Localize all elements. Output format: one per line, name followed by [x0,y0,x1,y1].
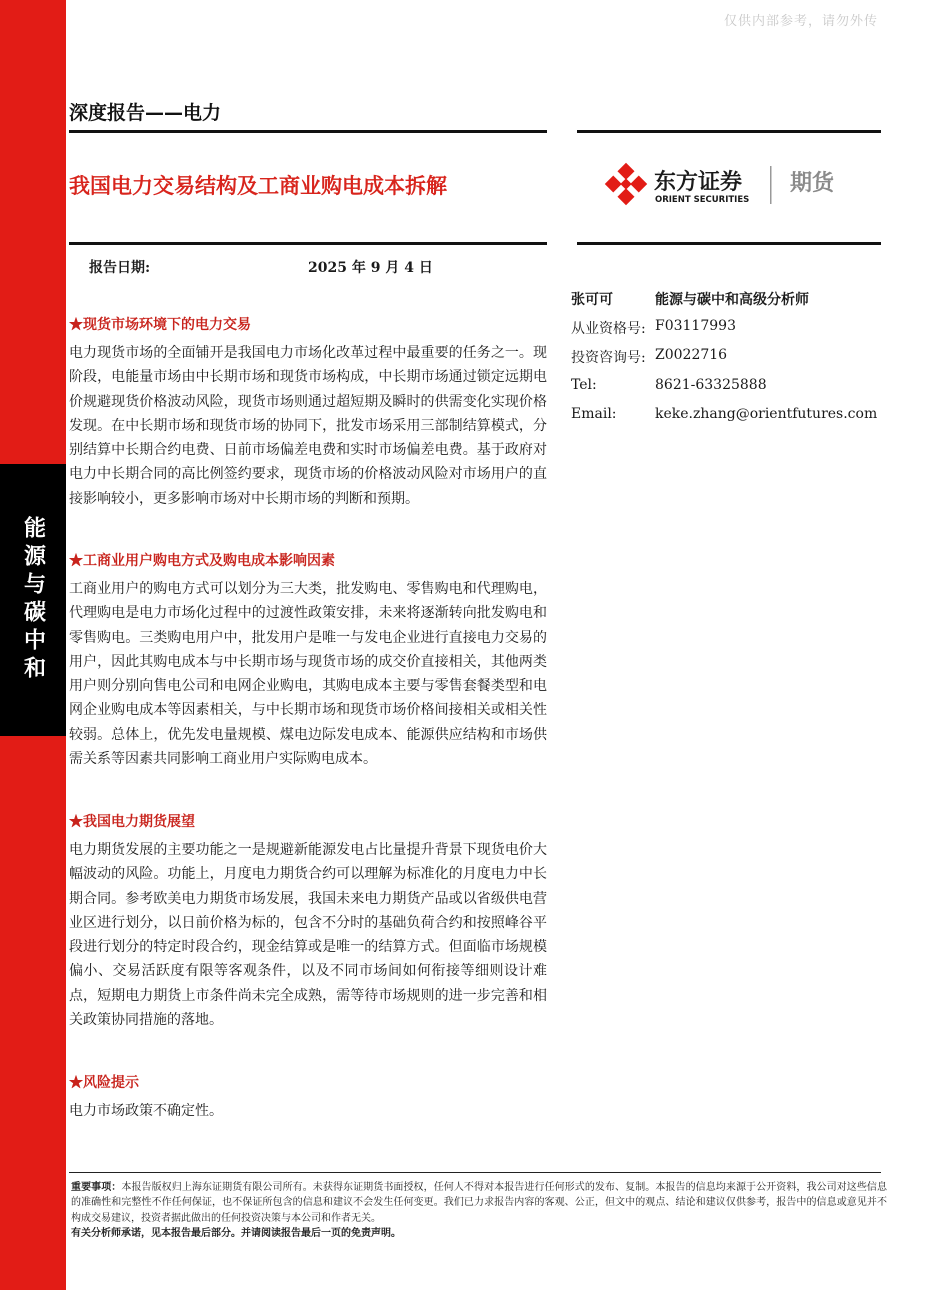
report-type-label: 深度报告——电力 [69,102,222,124]
header-rule-left-top [69,130,547,133]
section-heading: ★工商业用户购电方式及购电成本影响因素 [69,553,335,569]
watermark-text: 仅供内部参考，请勿外传 [723,14,878,29]
date-label: 报告日期: [89,260,151,276]
category-label: 能源与碳中和 [20,516,46,684]
analyst-role: 能源与碳中和高级分析师 [655,292,809,308]
section-body: 电力现货市场的全面铺开是我国电力市场化改革过程中最重要的任务之一。现阶段，电能量市场由中长期市场和现货市场构成，中长期市场通过锁定远期电价规避现货价格波动风险，现货市场则通过超短期及瞬时的供需变化实现价格发现。在中长期市场和现货市场的协同下，批发市场采用三部制结算模式，分别结算中长期合约电费、日前市场偏差电费和实时市场偏差电费。基于政府对电力中长期合同的高比例签约要求，现货市场的价格波动风险对市场用户的直接影响较小，更多影响市场对中长期市场的判断和预期。 [69,345,547,507]
analyst-info-value: F03117993 [655,318,736,334]
analyst-info-row [571,377,901,393]
logo-mark-icon [605,163,647,205]
analyst-info-value: 8621-63325888 [655,377,767,393]
section-heading: ★我国电力期货展望 [69,814,195,830]
analyst-name: 张可可 [571,292,613,308]
category-side-tab [0,464,66,736]
report-title: 我国电力交易结构及工商业购电成本拆解 [69,174,447,198]
date-value: 2025 年 9 月 4 日 [308,260,433,276]
section-body: 电力期货发展的主要功能之一是规避新能源发电占比量提升背景下现货电价大幅波动的风险。功能上，月度电力期货合约可以理解为标准化的月度电力中长期合同。参考欧美电力期货市场发展，我国未来电力期货产品或以省级供电营业区进行划分，以日前价格为标的，包含不分时的基础负荷合约和按照峰谷平段进行划分的特定时段合约，现金结算或是唯一的结算方式。但面临市场规模偏小、交易活跃度有限等客观条件，以及不同市场间如何衔接等细则设计难点，短期电力期货上市条件尚未完全成熟，需等待市场规则的进一步完善和相关政策协同措施的落地。 [69,842,547,1029]
section-heading: ★风险提示 [69,1075,139,1091]
logo-sub-text: 期货 [790,171,835,196]
header-rule-right-top [577,130,881,133]
disclaimer-text: 本报告版权归上海东证期货有限公司所有。未获得东证期货书面授权，任何人不得对本报告进行任何形式的发布、复制。本报告的信息均来源于公开资料，我公司对这些信息的准确性和完整性不作任何保证，也不保证所包含的信息和建议不会发生任何变更。我们已力求报告内容的客观、公正，但文中的观点、结论和建议仅供参考，报告中的信息或意见并不构成交易建议，投资者据此做出的任何投资决策与本公司和作者无关。 [71,1182,887,1224]
analyst-info-row [571,406,901,422]
disclaimer-label: 重要事项： [71,1182,122,1193]
analyst-info-label: Tel: [571,377,597,393]
section-body: 电力市场政策不确定性。 [69,1103,223,1119]
analyst-info-label: 投资咨询号: [571,350,646,366]
analyst-info-label: 从业资格号: [571,321,646,337]
analyst-info-row [571,318,901,338]
analyst-email-link[interactable]: keke.zhang@orientfutures.com [655,406,878,422]
section-heading: ★现货市场环境下的电力交易 [69,317,251,333]
logo-divider [770,166,772,204]
header-rule-left-bottom [69,242,547,245]
logo-cn-text: 东方证券 [654,170,743,195]
analyst-info-row [571,347,901,367]
logo-en-text: ORIENT SECURITIES [655,195,750,205]
header-rule-right-bottom [577,242,881,245]
section-body: 工商业用户的购电方式可以划分为三大类，批发购电、零售购电和代理购电，代理购电是电力市场化过程中的过渡性政策安排，未来将逐渐转向批发购电和零售购电。三类购电用户中，批发用户是唯一与发电企业进行直接电力交易的用户，因此其购电成本与中长期市场与现货市场的成交价直接相关，其他两类用户则分别向售电公司和电网企业购电，其购电成本主要与零售套餐类型和电网企业购电成本等因素相关，与中长期市场和现货市场价格间接相关或相关性较弱。总体上，优先发电量规模、煤电边际发电成本、能源供应结构和市场供需关系等因素共同影响工商业用户实际购电成本。 [69,581,547,768]
analyst-info-label: Email: [571,406,617,422]
orient-securities-logo [604,160,864,208]
footer-rule [69,1172,881,1173]
analyst-info-value: Z0022716 [655,347,728,363]
analyst-name-row [571,289,901,309]
analyst-statement: 有关分析师承诺，见本报告最后部分。并请阅读报告最后一页的免责声明。 [71,1227,401,1239]
disclaimer-footer [71,1180,887,1241]
